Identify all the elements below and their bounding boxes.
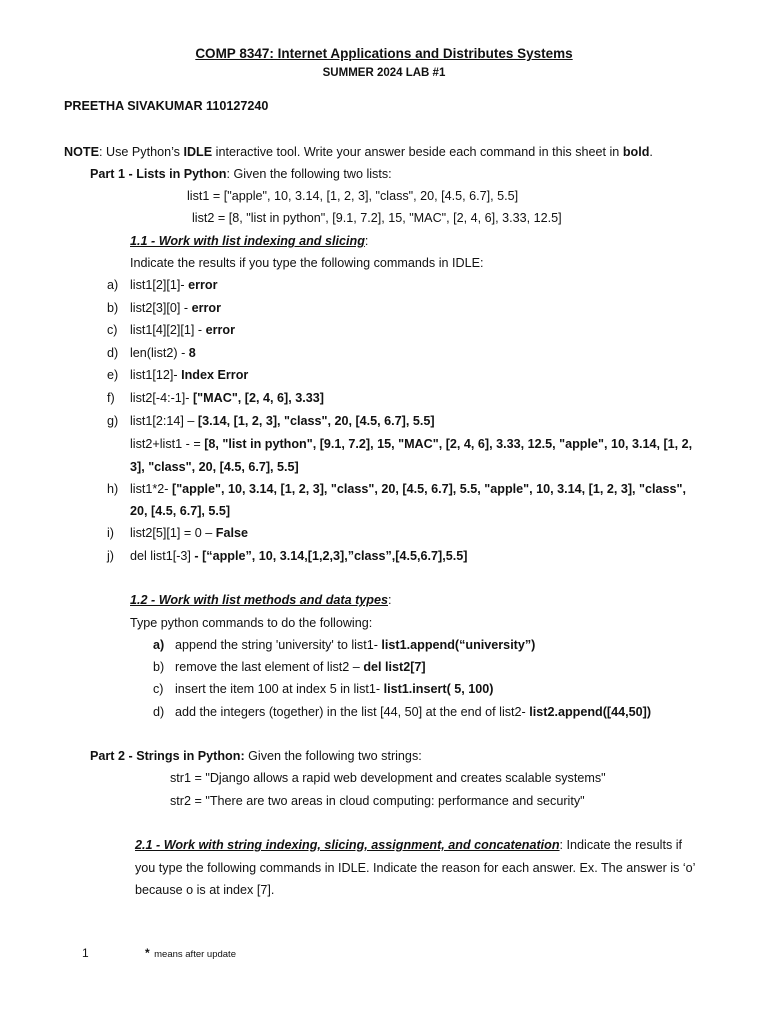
section-1-2-title: 1.2 - Work with list methods and data types: [130, 593, 388, 607]
item-answer: error: [205, 323, 235, 337]
part1-heading: [90, 167, 392, 181]
item-answer: - [“apple”, 10, 3.14,[1,2,3],”class”,[4.5,6.7],5.5]: [194, 549, 468, 563]
list-item: [130, 278, 218, 292]
item-command: len(list2) -: [130, 346, 189, 360]
part2-title: Part 2 - Strings in Python:: [90, 749, 245, 763]
item-answer-continued: 20, [4.5, 6.7], 5.5]: [130, 504, 231, 518]
footnote: [145, 944, 236, 962]
list2-definition: list2 = [8, "list in python", [9.1, 7.2], 15, "MAC", [2, 4, 6], 3.33, 12.5]: [192, 211, 562, 225]
document-subtitle: SUMMER 2024 LAB #1: [322, 67, 446, 79]
section-1-2-intro: Type python commands to do the following:: [130, 616, 373, 630]
note-bold: bold: [622, 145, 650, 159]
section-1-1-title: 1.1 - Work with list indexing and slicing: [130, 234, 365, 248]
part2-heading: [90, 749, 422, 763]
list-item: [130, 301, 221, 315]
item-answer: list1.append(“university”): [381, 638, 536, 652]
list-item: [175, 638, 535, 652]
document-title: COMP 8347: Internet Applications and Distributes Systems: [195, 46, 573, 61]
item-command: list1[2][1]-: [130, 278, 189, 292]
list-item: [130, 482, 686, 496]
concat-command: [130, 437, 692, 451]
item-answer: Index Error: [181, 368, 249, 382]
note-idle: IDLE: [183, 145, 213, 159]
part2-heading-rest: Given the following two strings:: [244, 749, 422, 763]
note-line: [64, 145, 653, 159]
item-text: add the integers (together) in the list [44, 50] at the end of list2-: [175, 705, 530, 719]
footnote-marker: *: [145, 946, 150, 960]
page-number: 1: [82, 946, 89, 960]
item-label: j): [107, 549, 114, 563]
item-label: a): [153, 638, 165, 652]
item-label: d): [153, 705, 165, 719]
item-label: e): [107, 368, 119, 382]
list-item: [130, 549, 467, 563]
str2-definition: str2 = "There are two areas in cloud computing: performance and security": [170, 794, 585, 808]
concat-answer-continued: 3], "class", 20, [4.5, 6.7], 5.5]: [130, 460, 299, 474]
item-command: list1[12]-: [130, 368, 182, 382]
footnote-text: means after update: [154, 949, 236, 960]
item-label: b): [153, 660, 165, 674]
item-answer: 8: [188, 346, 196, 360]
list-item: [130, 414, 435, 428]
item-answer: list2.append([44,50]): [529, 705, 652, 719]
item-command: list1[4][2][1] -: [130, 323, 206, 337]
list-item: [175, 682, 494, 696]
item-label: d): [107, 346, 119, 360]
item-text: append the string 'university' to list1-: [175, 638, 382, 652]
section-2-1-line2: you type the following commands in IDLE. Indicate the reason for each answer. Ex. The answer is ‘o’: [135, 861, 696, 875]
note-text-3: .: [649, 145, 653, 159]
section-1-1-colon: :: [364, 234, 369, 248]
item-label: h): [107, 482, 119, 496]
item-command: list1*2-: [130, 482, 172, 496]
item-text: remove the last element of list2 –: [175, 660, 364, 674]
item-answer: del list2[7]: [363, 660, 426, 674]
item-command: list2[-4:-1]-: [130, 391, 193, 405]
item-label: c): [107, 323, 118, 337]
item-answer: ["MAC", [2, 4, 6], 3.33]: [192, 391, 324, 405]
list-item: [130, 391, 324, 405]
item-answer: list1.insert( 5, 100): [383, 682, 494, 696]
item-label: f): [107, 391, 115, 405]
section-1-2-colon: :: [388, 593, 392, 607]
list-item: [175, 660, 426, 674]
note-text-2: interactive tool. Write your answer beside each command in this sheet in: [212, 145, 623, 159]
item-text: insert the item 100 at index 5 in list1-: [175, 682, 384, 696]
section-1-1-intro: Indicate the results if you type the following commands in IDLE:: [130, 256, 484, 270]
list-item: [130, 526, 248, 540]
item-label: i): [107, 526, 114, 540]
note-text-1: : Use Python’s: [98, 145, 184, 159]
item-command: list2[3][0] -: [130, 301, 192, 315]
item-command: list2[5][1] = 0 –: [130, 526, 216, 540]
section-2-1-rest: : Indicate the results if: [559, 838, 683, 852]
section-1-2-heading: [130, 593, 392, 607]
item-label: a): [107, 278, 119, 292]
list-item: [130, 346, 196, 360]
item-answer: ["apple", 10, 3.14, [1, 2, 3], "class", 20, [4.5, 6.7], 5.5, "apple", 10, 3.14, [1, 2, 3], "class",: [172, 482, 686, 496]
item-command: list2+list1 - =: [130, 437, 205, 451]
list-item: [130, 323, 235, 337]
part1-heading-rest: : Given the following two lists:: [226, 167, 392, 181]
list-item: [130, 368, 248, 382]
item-answer: error: [188, 278, 218, 292]
item-answer: [8, "list in python", [9.1, 7.2], 15, "MAC", [2, 4, 6], 3.33, 12.5, "apple", 10, 3.14, [1, 2,: [204, 437, 693, 451]
item-label: c): [153, 682, 164, 696]
item-label: b): [107, 301, 119, 315]
item-answer: False: [215, 526, 248, 540]
list-item: [175, 705, 651, 719]
section-2-1-heading: [135, 838, 682, 852]
section-2-1-line3: because o is at index [7].: [135, 883, 275, 897]
section-2-1-title: 2.1 - Work with string indexing, slicing, assignment, and concatenation: [135, 838, 560, 852]
item-command: del list1[-3]: [130, 549, 195, 563]
note-label: NOTE: [64, 145, 99, 159]
item-answer: error: [191, 301, 221, 315]
part1-title: Part 1 - Lists in Python: [90, 167, 227, 181]
item-command: list1[2:14] –: [130, 414, 198, 428]
str1-definition: str1 = "Django allows a rapid web development and creates scalable systems": [170, 771, 606, 785]
item-answer: [3.14, [1, 2, 3], "class", 20, [4.5, 6.7], 5.5]: [197, 414, 435, 428]
student-name: PREETHA SIVAKUMAR 110127240: [64, 99, 269, 113]
section-1-1-heading: [130, 234, 368, 248]
list1-definition: list1 = ["apple", 10, 3.14, [1, 2, 3], "class", 20, [4.5, 6.7], 5.5]: [187, 189, 519, 203]
item-label: g): [107, 414, 119, 428]
